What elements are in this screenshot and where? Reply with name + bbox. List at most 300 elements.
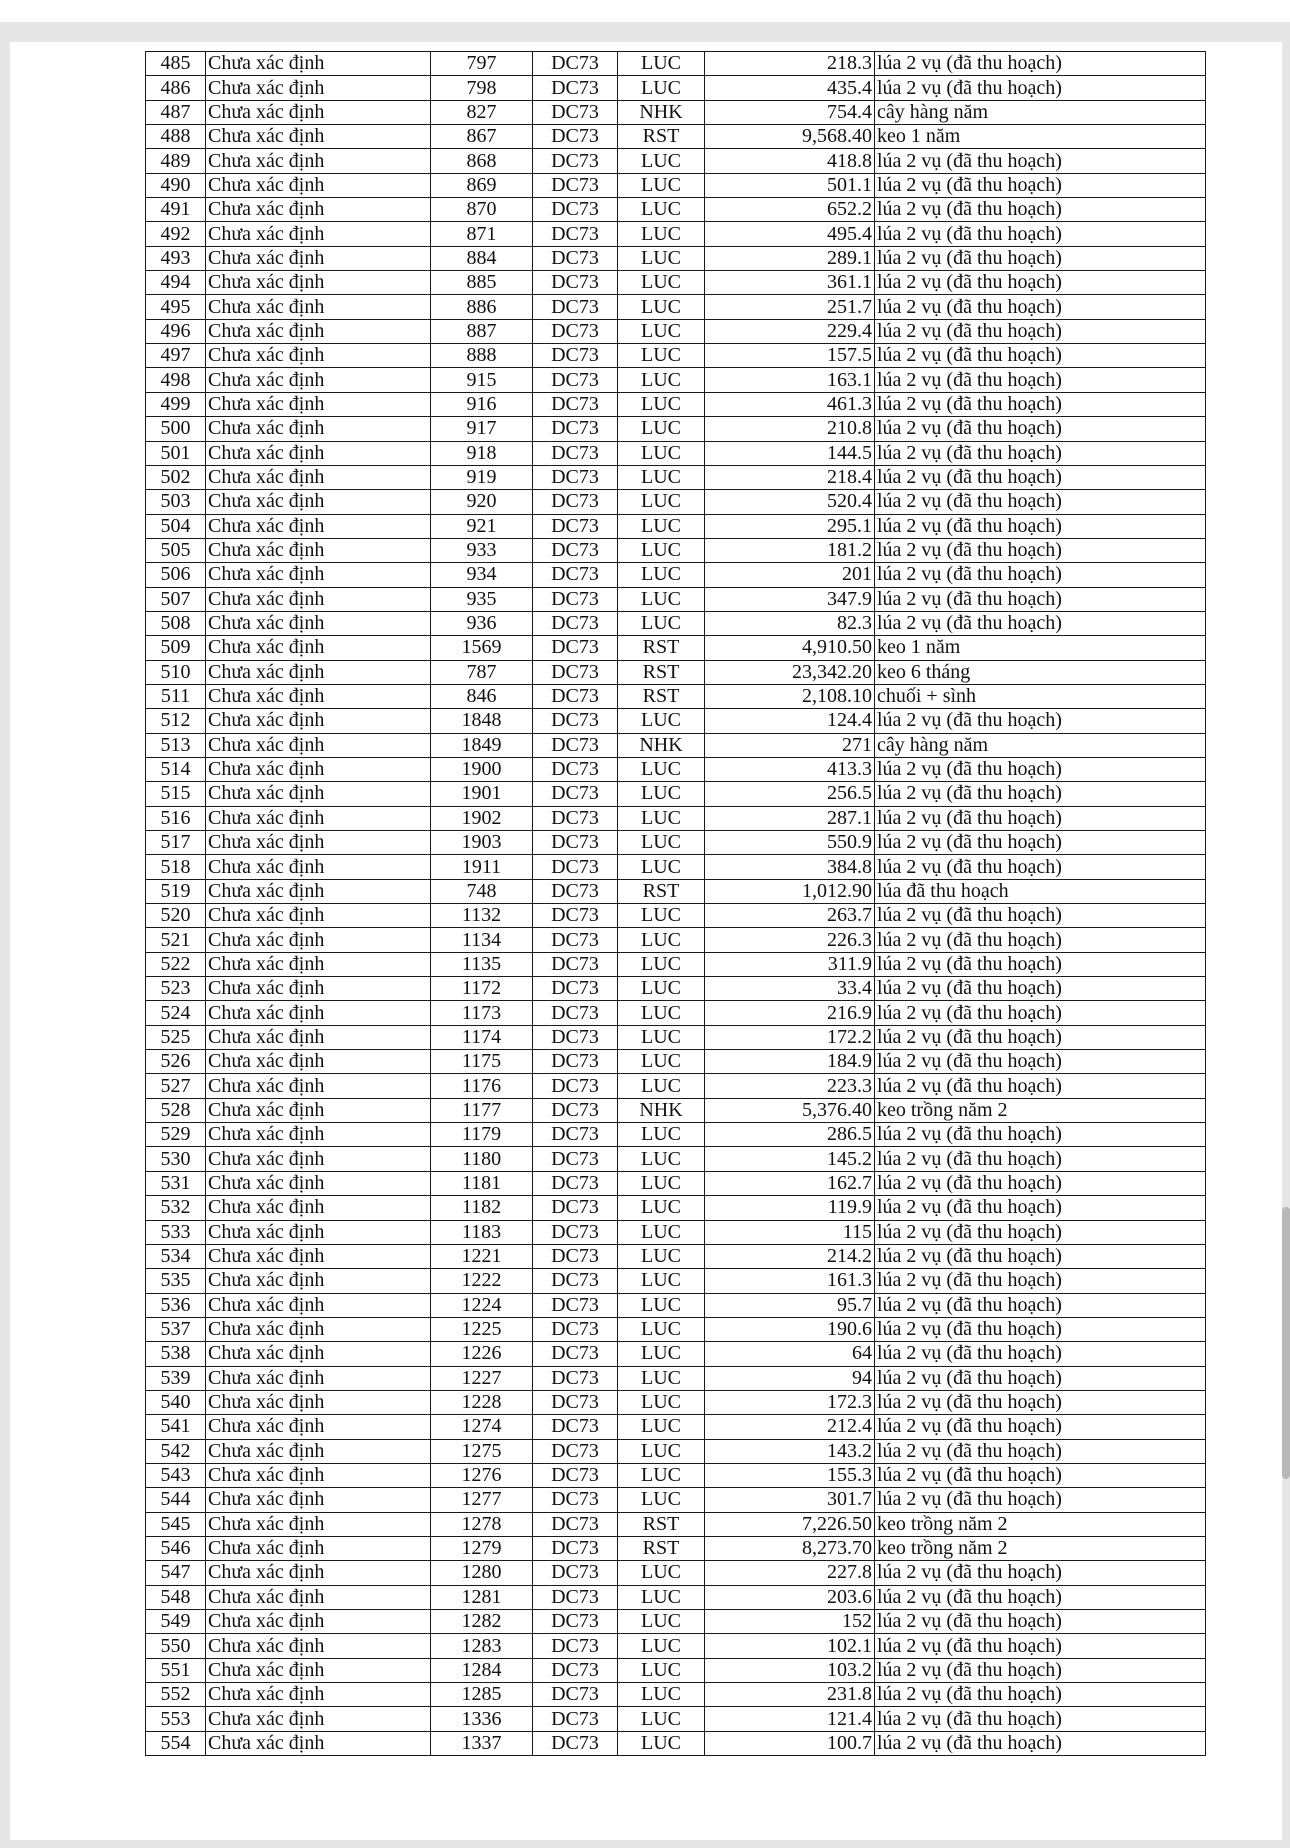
row-number: 512	[146, 709, 206, 733]
row-number: 549	[146, 1610, 206, 1634]
area-value: 271	[705, 733, 875, 757]
current-use-note: lúa 2 vụ (đã thu hoạch)	[875, 977, 1206, 1001]
map-sheet: DC73	[533, 1415, 618, 1439]
land-type: LUC	[618, 1390, 705, 1414]
owner-name: Chưa xác định	[206, 319, 431, 343]
area-value: 23,342.20	[705, 660, 875, 684]
table-row	[146, 538, 1206, 562]
plot-number: 915	[431, 368, 533, 392]
plot-number: 1903	[431, 831, 533, 855]
plot-number: 1900	[431, 757, 533, 781]
area-value: 212.4	[705, 1415, 875, 1439]
owner-name: Chưa xác định	[206, 587, 431, 611]
owner-name: Chưa xác định	[206, 100, 431, 124]
current-use-note: lúa 2 vụ (đã thu hoạch)	[875, 1634, 1206, 1658]
row-number: 511	[146, 684, 206, 708]
current-use-note: lúa 2 vụ (đã thu hoạch)	[875, 538, 1206, 562]
land-type: LUC	[618, 490, 705, 514]
area-value: 216.9	[705, 1001, 875, 1025]
land-type: RST	[618, 660, 705, 684]
map-sheet: DC73	[533, 684, 618, 708]
owner-name: Chưa xác định	[206, 173, 431, 197]
map-sheet: DC73	[533, 538, 618, 562]
land-type: LUC	[618, 295, 705, 319]
plot-number: 884	[431, 246, 533, 270]
table-row	[146, 1025, 1206, 1049]
row-number: 536	[146, 1293, 206, 1317]
table-row	[146, 100, 1206, 124]
row-number: 534	[146, 1244, 206, 1268]
table-row	[146, 1463, 1206, 1487]
land-type: LUC	[618, 1366, 705, 1390]
table-row	[146, 1536, 1206, 1560]
current-use-note: cây hàng năm	[875, 100, 1206, 124]
table-row	[146, 344, 1206, 368]
row-number: 494	[146, 271, 206, 295]
owner-name: Chưa xác định	[206, 733, 431, 757]
owner-name: Chưa xác định	[206, 660, 431, 684]
current-use-note: lúa 2 vụ (đã thu hoạch)	[875, 1488, 1206, 1512]
map-sheet: DC73	[533, 1463, 618, 1487]
map-sheet: DC73	[533, 611, 618, 635]
map-sheet: DC73	[533, 977, 618, 1001]
row-number: 496	[146, 319, 206, 343]
map-sheet: DC73	[533, 246, 618, 270]
current-use-note: lúa 2 vụ (đã thu hoạch)	[875, 319, 1206, 343]
plot-number: 1274	[431, 1415, 533, 1439]
land-type: LUC	[618, 855, 705, 879]
current-use-note: lúa 2 vụ (đã thu hoạch)	[875, 611, 1206, 635]
area-value: 190.6	[705, 1317, 875, 1341]
area-value: 550.9	[705, 831, 875, 855]
map-sheet: DC73	[533, 855, 618, 879]
current-use-note: lúa 2 vụ (đã thu hoạch)	[875, 806, 1206, 830]
scrollbar-thumb[interactable]	[1282, 1207, 1290, 1479]
map-sheet: DC73	[533, 1074, 618, 1098]
plot-number: 787	[431, 660, 533, 684]
area-value: 754.4	[705, 100, 875, 124]
map-sheet: DC73	[533, 1220, 618, 1244]
area-value: 7,226.50	[705, 1512, 875, 1536]
current-use-note: lúa đã thu hoạch	[875, 879, 1206, 903]
map-sheet: DC73	[533, 1683, 618, 1707]
area-value: 64	[705, 1342, 875, 1366]
land-type: RST	[618, 1536, 705, 1560]
current-use-note: lúa 2 vụ (đã thu hoạch)	[875, 757, 1206, 781]
current-use-note: cây hàng năm	[875, 733, 1206, 757]
map-sheet: DC73	[533, 952, 618, 976]
current-use-note: lúa 2 vụ (đã thu hoạch)	[875, 344, 1206, 368]
owner-name: Chưa xác định	[206, 636, 431, 660]
current-use-note: lúa 2 vụ (đã thu hoạch)	[875, 222, 1206, 246]
row-number: 515	[146, 782, 206, 806]
plot-number: 1282	[431, 1610, 533, 1634]
area-value: 495.4	[705, 222, 875, 246]
row-number: 488	[146, 125, 206, 149]
area-value: 143.2	[705, 1439, 875, 1463]
current-use-note: lúa 2 vụ (đã thu hoạch)	[875, 1439, 1206, 1463]
table-row	[146, 1390, 1206, 1414]
area-value: 4,910.50	[705, 636, 875, 660]
map-sheet: DC73	[533, 587, 618, 611]
land-type: LUC	[618, 1001, 705, 1025]
map-sheet: DC73	[533, 271, 618, 295]
row-number: 525	[146, 1025, 206, 1049]
area-value: 214.2	[705, 1244, 875, 1268]
current-use-note: lúa 2 vụ (đã thu hoạch)	[875, 928, 1206, 952]
owner-name: Chưa xác định	[206, 1390, 431, 1414]
current-use-note: lúa 2 vụ (đã thu hoạch)	[875, 1025, 1206, 1049]
map-sheet: DC73	[533, 1001, 618, 1025]
owner-name: Chưa xác định	[206, 1634, 431, 1658]
area-value: 263.7	[705, 904, 875, 928]
current-use-note: lúa 2 vụ (đã thu hoạch)	[875, 490, 1206, 514]
area-value: 301.7	[705, 1488, 875, 1512]
map-sheet: DC73	[533, 1244, 618, 1268]
row-number: 503	[146, 490, 206, 514]
land-type: LUC	[618, 1025, 705, 1049]
area-value: 384.8	[705, 855, 875, 879]
plot-number: 867	[431, 125, 533, 149]
owner-name: Chưa xác định	[206, 465, 431, 489]
land-type: LUC	[618, 1439, 705, 1463]
plot-number: 827	[431, 100, 533, 124]
land-type: LUC	[618, 1463, 705, 1487]
map-sheet: DC73	[533, 563, 618, 587]
land-type: LUC	[618, 1415, 705, 1439]
land-type: LUC	[618, 806, 705, 830]
plot-number: 919	[431, 465, 533, 489]
owner-name: Chưa xác định	[206, 76, 431, 100]
land-type: LUC	[618, 417, 705, 441]
table-row	[146, 392, 1206, 416]
row-number: 519	[146, 879, 206, 903]
area-value: 226.3	[705, 928, 875, 952]
row-number: 526	[146, 1050, 206, 1074]
land-type: LUC	[618, 1585, 705, 1609]
plot-number: 1285	[431, 1683, 533, 1707]
owner-name: Chưa xác định	[206, 1536, 431, 1560]
row-number: 553	[146, 1707, 206, 1731]
table-row	[146, 1123, 1206, 1147]
land-type: LUC	[618, 1683, 705, 1707]
current-use-note: lúa 2 vụ (đã thu hoạch)	[875, 1147, 1206, 1171]
plot-number: 1221	[431, 1244, 533, 1268]
plot-number: 921	[431, 514, 533, 538]
owner-name: Chưa xác định	[206, 709, 431, 733]
area-value: 218.4	[705, 465, 875, 489]
table-row	[146, 295, 1206, 319]
current-use-note: lúa 2 vụ (đã thu hoạch)	[875, 1585, 1206, 1609]
current-use-note: lúa 2 vụ (đã thu hoạch)	[875, 173, 1206, 197]
owner-name: Chưa xác định	[206, 904, 431, 928]
owner-name: Chưa xác định	[206, 441, 431, 465]
land-type: LUC	[618, 1707, 705, 1731]
table-row	[146, 1585, 1206, 1609]
plot-number: 1222	[431, 1269, 533, 1293]
row-number: 508	[146, 611, 206, 635]
current-use-note: lúa 2 vụ (đã thu hoạch)	[875, 149, 1206, 173]
row-number: 531	[146, 1171, 206, 1195]
plot-number: 1227	[431, 1366, 533, 1390]
land-type: LUC	[618, 538, 705, 562]
row-number: 524	[146, 1001, 206, 1025]
row-number: 517	[146, 831, 206, 855]
current-use-note: lúa 2 vụ (đã thu hoạch)	[875, 782, 1206, 806]
table-row	[146, 1634, 1206, 1658]
area-value: 155.3	[705, 1463, 875, 1487]
area-value: 287.1	[705, 806, 875, 830]
owner-name: Chưa xác định	[206, 490, 431, 514]
table-row	[146, 1658, 1206, 1682]
land-type: LUC	[618, 344, 705, 368]
row-number: 547	[146, 1561, 206, 1585]
owner-name: Chưa xác định	[206, 806, 431, 830]
table-row	[146, 928, 1206, 952]
row-number: 500	[146, 417, 206, 441]
table-row	[146, 76, 1206, 100]
land-type: LUC	[618, 1123, 705, 1147]
plot-number: 871	[431, 222, 533, 246]
owner-name: Chưa xác định	[206, 344, 431, 368]
owner-name: Chưa xác định	[206, 149, 431, 173]
plot-number: 1174	[431, 1025, 533, 1049]
current-use-note: lúa 2 vụ (đã thu hoạch)	[875, 1342, 1206, 1366]
area-value: 100.7	[705, 1731, 875, 1755]
current-use-note: keo trồng năm 2	[875, 1536, 1206, 1560]
owner-name: Chưa xác định	[206, 538, 431, 562]
table-row	[146, 1439, 1206, 1463]
map-sheet: DC73	[533, 1610, 618, 1634]
area-value: 501.1	[705, 173, 875, 197]
owner-name: Chưa xác định	[206, 1269, 431, 1293]
map-sheet: DC73	[533, 1293, 618, 1317]
table-row	[146, 709, 1206, 733]
plot-number: 888	[431, 344, 533, 368]
area-value: 251.7	[705, 295, 875, 319]
land-type: LUC	[618, 1050, 705, 1074]
land-type: RST	[618, 636, 705, 660]
area-value: 152	[705, 1610, 875, 1634]
map-sheet: DC73	[533, 1196, 618, 1220]
plot-number: 1278	[431, 1512, 533, 1536]
plot-number: 920	[431, 490, 533, 514]
land-type: LUC	[618, 1561, 705, 1585]
row-number: 535	[146, 1269, 206, 1293]
land-type: LUC	[618, 441, 705, 465]
table-row	[146, 222, 1206, 246]
land-type: LUC	[618, 1488, 705, 1512]
current-use-note: lúa 2 vụ (đã thu hoạch)	[875, 1244, 1206, 1268]
land-type: LUC	[618, 611, 705, 635]
area-value: 435.4	[705, 76, 875, 100]
map-sheet: DC73	[533, 782, 618, 806]
map-sheet: DC73	[533, 1512, 618, 1536]
land-type: LUC	[618, 149, 705, 173]
plot-number: 1277	[431, 1488, 533, 1512]
table-row	[146, 660, 1206, 684]
map-sheet: DC73	[533, 1366, 618, 1390]
map-sheet: DC73	[533, 76, 618, 100]
map-sheet: DC73	[533, 465, 618, 489]
row-number: 495	[146, 295, 206, 319]
map-sheet: DC73	[533, 904, 618, 928]
area-value: 115	[705, 1220, 875, 1244]
area-value: 461.3	[705, 392, 875, 416]
row-number: 542	[146, 1439, 206, 1463]
owner-name: Chưa xác định	[206, 1123, 431, 1147]
map-sheet: DC73	[533, 295, 618, 319]
row-number: 490	[146, 173, 206, 197]
area-value: 172.2	[705, 1025, 875, 1049]
table-row	[146, 831, 1206, 855]
row-number: 507	[146, 587, 206, 611]
owner-name: Chưa xác định	[206, 879, 431, 903]
table-row	[146, 733, 1206, 757]
land-type: LUC	[618, 465, 705, 489]
map-sheet: DC73	[533, 344, 618, 368]
map-sheet: DC73	[533, 660, 618, 684]
map-sheet: DC73	[533, 1536, 618, 1560]
row-number: 509	[146, 636, 206, 660]
land-type: LUC	[618, 831, 705, 855]
plot-number: 1179	[431, 1123, 533, 1147]
row-number: 489	[146, 149, 206, 173]
map-sheet: DC73	[533, 1123, 618, 1147]
row-number: 544	[146, 1488, 206, 1512]
row-number: 485	[146, 52, 206, 76]
current-use-note: keo trồng năm 2	[875, 1098, 1206, 1122]
map-sheet: DC73	[533, 831, 618, 855]
area-value: 229.4	[705, 319, 875, 343]
area-value: 181.2	[705, 538, 875, 562]
plot-number: 1225	[431, 1317, 533, 1341]
map-sheet: DC73	[533, 319, 618, 343]
owner-name: Chưa xác định	[206, 368, 431, 392]
owner-name: Chưa xác định	[206, 392, 431, 416]
table-row	[146, 1171, 1206, 1195]
area-value: 8,273.70	[705, 1536, 875, 1560]
map-sheet: DC73	[533, 1561, 618, 1585]
land-type: LUC	[618, 587, 705, 611]
row-number: 537	[146, 1317, 206, 1341]
map-sheet: DC73	[533, 198, 618, 222]
table-row	[146, 1001, 1206, 1025]
area-value: 231.8	[705, 1683, 875, 1707]
current-use-note: lúa 2 vụ (đã thu hoạch)	[875, 368, 1206, 392]
owner-name: Chưa xác định	[206, 563, 431, 587]
map-sheet: DC73	[533, 1050, 618, 1074]
table-row	[146, 417, 1206, 441]
table-row	[146, 125, 1206, 149]
plot-number: 934	[431, 563, 533, 587]
land-type: LUC	[618, 246, 705, 270]
current-use-note: lúa 2 vụ (đã thu hoạch)	[875, 246, 1206, 270]
area-value: 9,568.40	[705, 125, 875, 149]
row-number: 513	[146, 733, 206, 757]
area-value: 203.6	[705, 1585, 875, 1609]
row-number: 543	[146, 1463, 206, 1487]
land-type: LUC	[618, 1317, 705, 1341]
top-bar	[0, 0, 1290, 22]
current-use-note: lúa 2 vụ (đã thu hoạch)	[875, 1683, 1206, 1707]
table-row	[146, 271, 1206, 295]
owner-name: Chưa xác định	[206, 417, 431, 441]
owner-name: Chưa xác định	[206, 1463, 431, 1487]
owner-name: Chưa xác định	[206, 1317, 431, 1341]
plot-number: 1172	[431, 977, 533, 1001]
map-sheet: DC73	[533, 149, 618, 173]
area-value: 201	[705, 563, 875, 587]
plot-number: 870	[431, 198, 533, 222]
area-value: 145.2	[705, 1147, 875, 1171]
current-use-note: lúa 2 vụ (đã thu hoạch)	[875, 1658, 1206, 1682]
row-number: 527	[146, 1074, 206, 1098]
current-use-note: lúa 2 vụ (đã thu hoạch)	[875, 1001, 1206, 1025]
plot-number: 1280	[431, 1561, 533, 1585]
current-use-note: lúa 2 vụ (đã thu hoạch)	[875, 392, 1206, 416]
land-type: LUC	[618, 319, 705, 343]
area-value: 361.1	[705, 271, 875, 295]
map-sheet: DC73	[533, 1171, 618, 1195]
map-sheet: DC73	[533, 514, 618, 538]
current-use-note: lúa 2 vụ (đã thu hoạch)	[875, 1050, 1206, 1074]
table-row	[146, 1050, 1206, 1074]
row-number: 541	[146, 1415, 206, 1439]
row-number: 538	[146, 1342, 206, 1366]
table-row	[146, 1317, 1206, 1341]
plot-number: 1902	[431, 806, 533, 830]
plot-number: 1848	[431, 709, 533, 733]
map-sheet: DC73	[533, 709, 618, 733]
owner-name: Chưa xác định	[206, 1050, 431, 1074]
current-use-note: lúa 2 vụ (đã thu hoạch)	[875, 1415, 1206, 1439]
land-plot-table	[145, 51, 1206, 1756]
table-row	[146, 1098, 1206, 1122]
current-use-note: lúa 2 vụ (đã thu hoạch)	[875, 271, 1206, 295]
current-use-note: lúa 2 vụ (đã thu hoạch)	[875, 1196, 1206, 1220]
map-sheet: DC73	[533, 222, 618, 246]
land-type: LUC	[618, 1342, 705, 1366]
area-value: 227.8	[705, 1561, 875, 1585]
table-row	[146, 1269, 1206, 1293]
owner-name: Chưa xác định	[206, 1488, 431, 1512]
land-type: LUC	[618, 76, 705, 100]
table-row	[146, 855, 1206, 879]
plot-number: 1135	[431, 952, 533, 976]
area-value: 223.3	[705, 1074, 875, 1098]
table-row	[146, 173, 1206, 197]
land-type: LUC	[618, 904, 705, 928]
land-type: LUC	[618, 1731, 705, 1755]
plot-number: 1180	[431, 1147, 533, 1171]
land-type: LUC	[618, 709, 705, 733]
table-row	[146, 1342, 1206, 1366]
map-sheet: DC73	[533, 928, 618, 952]
plot-number: 1276	[431, 1463, 533, 1487]
row-number: 492	[146, 222, 206, 246]
owner-name: Chưa xác định	[206, 246, 431, 270]
table-row	[146, 368, 1206, 392]
land-type: NHK	[618, 100, 705, 124]
row-number: 497	[146, 344, 206, 368]
land-type: LUC	[618, 198, 705, 222]
table-row	[146, 1610, 1206, 1634]
land-type: LUC	[618, 368, 705, 392]
map-sheet: DC73	[533, 173, 618, 197]
area-value: 94	[705, 1366, 875, 1390]
table-row	[146, 1220, 1206, 1244]
